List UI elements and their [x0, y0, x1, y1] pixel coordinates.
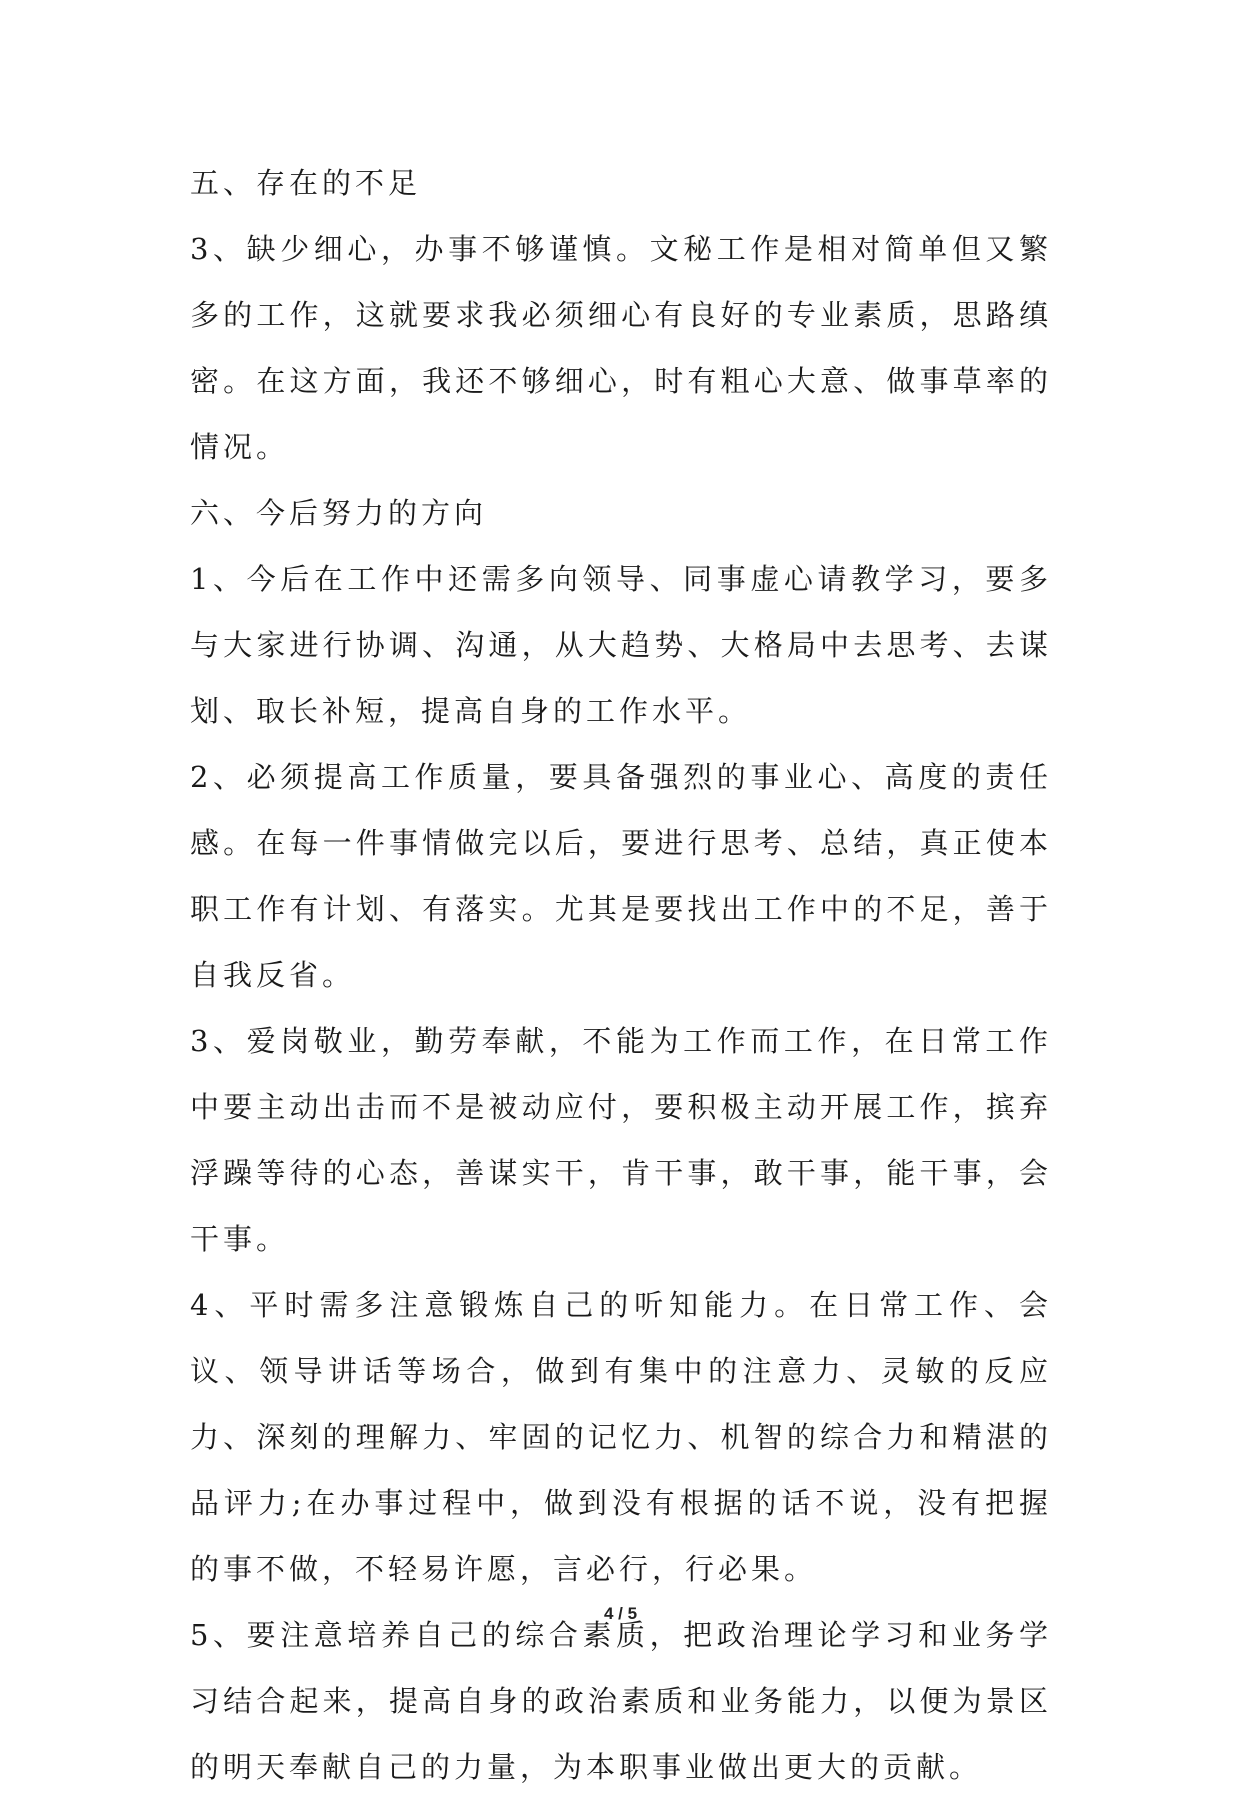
paragraph-direction-1: 1、今后在工作中还需多向领导、同事虚心请教学习，要多与大家进行协调、沟通，从大趋势、大格局中去思考、去谋划、取长补短，提高自身的工作水平。	[190, 562, 1052, 728]
section-heading-future-direction: 六、今后努力的方向	[190, 496, 488, 530]
paragraph-shortcoming-3: 3、缺少细心，办事不够谨慎。文秘工作是相对简单但又繁多的工作，这就要求我必须细心有良好的专业素质，思路缜密。在这方面，我还不够细心，时有粗心大意、做事草率的情况。	[190, 232, 1052, 464]
paragraph-direction-2: 2、必须提高工作质量，要具备强烈的事业心、高度的责任感。在每一件事情做完以后，要进行思考、总结，真正使本职工作有计划、有落实。尤其是要找出工作中的不足，善于自我反省。	[190, 760, 1052, 992]
document-body	[190, 150, 1052, 1800]
paragraph-direction-5: 5、要注意培养自己的综合素质，把政治理论学习和业务学习结合起来，提高自身的政治素质和业务能力，以便为景区的明天奉献自己的力量，为本职事业做出更大的贡献。	[190, 1618, 1052, 1784]
paragraph-direction-4: 4、平时需多注意锻炼自己的听知能力。在日常工作、会议、领导讲话等场合，做到有集中的注意力、灵敏的反应力、深刻的理解力、牢固的记忆力、机智的综合力和精湛的品评力;在办事过程中，做到没有根据的话不说，没有把握的事不做，不轻易许愿，言必行，行必果。	[190, 1288, 1052, 1586]
page-number: 4 / 5	[603, 1604, 638, 1623]
section-heading-shortcomings: 五、存在的不足	[190, 166, 422, 200]
paragraph-direction-3: 3、爱岗敬业，勤劳奉献，不能为工作而工作，在日常工作中要主动出击而不是被动应付，要积极主动开展工作，摈弃浮躁等待的心态，善谋实干，肯干事，敢干事，能干事，会干事。	[190, 1024, 1052, 1256]
